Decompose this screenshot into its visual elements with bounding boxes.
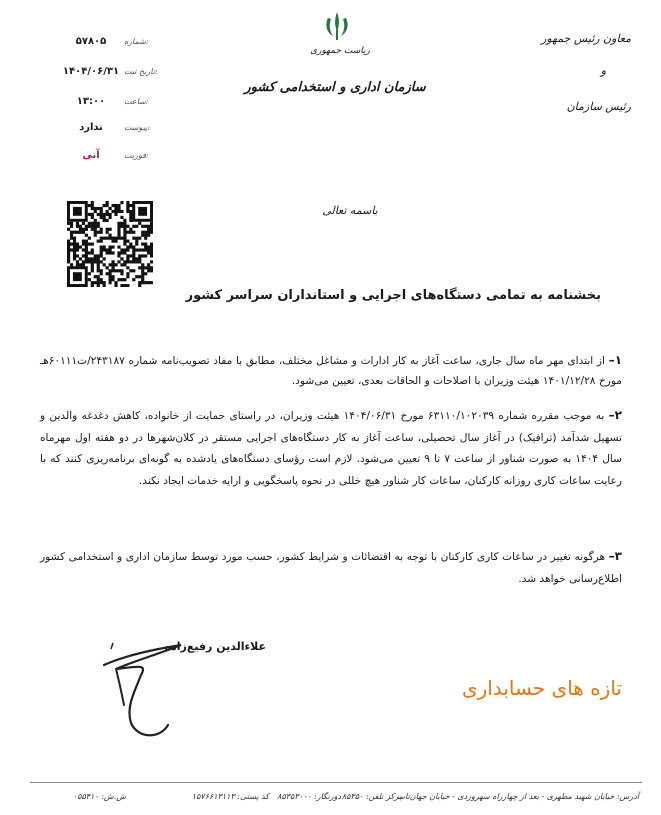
meta-date: [60, 66, 170, 82]
in-the-name: باسمه تعالی: [322, 204, 378, 217]
signature-icon: [86, 635, 266, 750]
meta-priority-label: فوریت:: [124, 151, 149, 160]
meta-date-label: تاریخ ثبت:: [124, 67, 158, 76]
emblem-icon: [322, 10, 352, 42]
meta-time-label: ساعت:: [124, 97, 149, 106]
meta-number-label: شماره:: [124, 37, 149, 46]
qr-code-icon: [67, 201, 153, 287]
meta-time: [60, 96, 170, 112]
paragraph-3: [40, 545, 622, 590]
paragraph-2-text: به موجب مقرره شماره ۶۳۱۱۰/۱۰۲۰۳۹ مورخ ۱۴۰۴/۰۶/۳۱ هیئت وزیران، در راستای حمایت از خانواده، کاهش دغدغه والدین و تسهیل شدآمد (ترافیک) در آغاز سال تحصیلی، ساعت آغاز به کار دستگاه‌های اجرایی مستقر در کلان‌شهرها در دو هفته اول مهرماه سال ۱۴۰۴ به صورت شناور از ساعت ۷ تا ۹ تعیین می‌شود. لازم است رؤسای دستگاه‌های یادشده به گونه‌ای برنامه‌ریزی کنند که با رعایت ساعات کاری روزانه کارکنان، ساعات کار شناور هیچ خللی در نحوه پاسخگویی و ارایه خدمات ایجاد نکند.: [40, 410, 623, 487]
footer-phone: مرکز تلفن: ۸۵۳۵۰: [341, 792, 403, 801]
addressee-and: و: [600, 64, 606, 77]
signer-name: علاءالدین رفیع‌زاده: [164, 640, 266, 653]
footer-fax: دورنگار: ۸۵۳۵۳۰۰۰: [277, 792, 341, 801]
letter-title: بخشنامه به تمامی دستگاه‌های اجرایی و استانداران سراسر کشور: [185, 288, 601, 303]
meta-date-value: ۱۴۰۴/۰۶/۳۱: [62, 66, 120, 77]
watermark-text: تازه های حسابداری: [461, 676, 622, 700]
addressee-bottom: رئیس سازمان: [566, 100, 631, 113]
footer-postal-code: کد پستی: ۱۵۷۶۶۱۳۱۱۳: [191, 792, 269, 801]
emblem-caption: ریاست جمهوری: [310, 46, 370, 56]
meta-time-value: ۱۳:۰۰: [76, 96, 106, 107]
meta-priority: [60, 150, 170, 166]
org-name: سازمان اداری و استخدامی کشور: [244, 80, 426, 95]
paragraph-1: [40, 350, 622, 391]
meta-priority-value: آنی: [82, 150, 100, 161]
footer-national-id: ش.ش: ۰۵۵۴۱۰: [72, 792, 126, 801]
meta-number-value: ۵۷۸۰۵: [75, 36, 107, 47]
meta-attachment-label: پیوست:: [124, 123, 151, 132]
footer-divider: [30, 782, 642, 783]
paragraph-1-text: از ابتدای مهر ماه سال جاری، ساعت آغاز به کار ادارات و مشاغل مختلف، مطابق با مفاد تصویب‌نامه شماره ۲۴۳۱۸۷/ت۶۰۱۱۱هـ مورخ ۱۴۰۱/۱۲/۲۸ هیئت وزیران با اصلاحات و الحاقات بعدی، تعیین می‌شود.: [40, 355, 622, 387]
paragraph-2: [40, 405, 622, 492]
addressee-top: معاون رئیس جمهور: [541, 32, 631, 45]
meta-number: [60, 36, 170, 52]
paragraph-3-text: هرگونه تغییر در ساعات کاری کارکنان با توجه به اقتضائات و شرایط کشور، حسب مورد توسط سازمان اداری و استخدامی کشور اطلاع‌رسانی خواهد شد.: [40, 551, 622, 585]
paragraph-1-number: ۱–: [608, 353, 623, 367]
paragraph-3-number: ۳–: [608, 549, 622, 563]
meta-attachment-value: ندارد: [79, 122, 103, 133]
meta-attachment: [60, 122, 170, 138]
paragraph-2-number: ۲–: [608, 408, 622, 422]
footer-address: آدرس: خیابان شهید مطهری - بعد از چهارراه سهروردی - خیابان جهان‌تاب: [397, 792, 639, 801]
